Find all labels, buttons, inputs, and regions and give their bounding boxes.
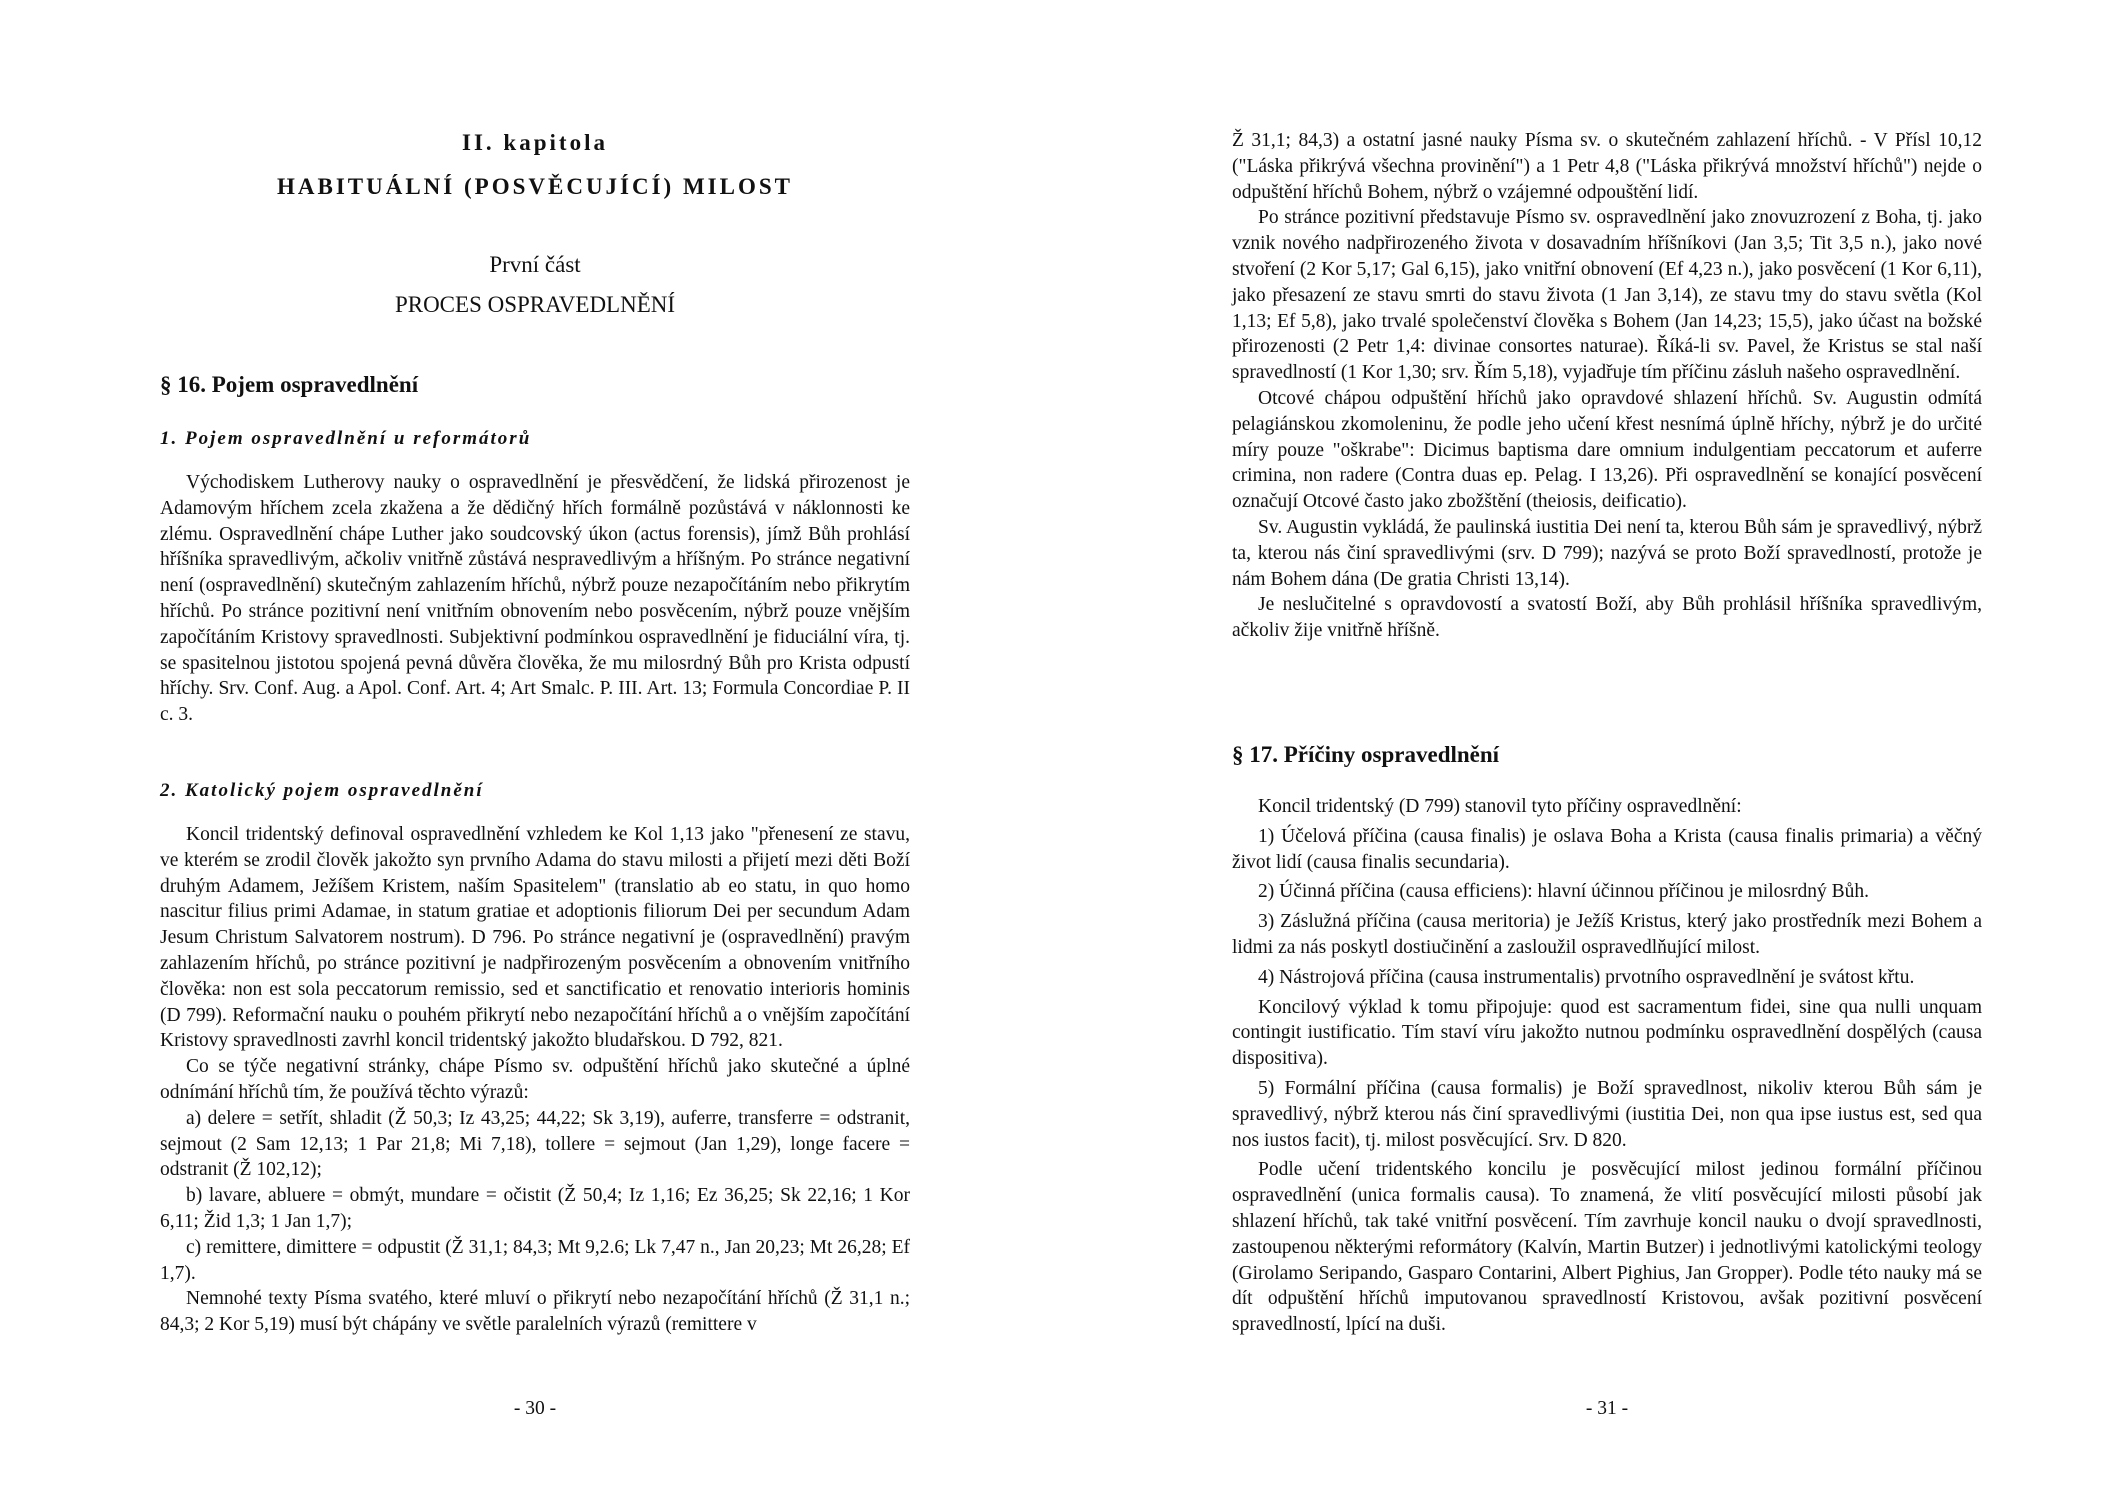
paragraph: Otcové chápou odpuštění hříchů jako opravdové shlazení hříchů. Sv. Augustin odmítá pelagiánskou zkomoleninu, že podle jeho učení křest nesnímá úplně hříchy, nýbrž je do určité míry pouze "oškrabe": Dicimus baptisma dare omnium indulgentiam peccatorum et auferre crimina, non radere (Contra duas ep. Pelag. I 13,26). Při ospravedlnění se konající posvěcení označují Otcové často jako zbožštění (theiosis, deificatio). (1232, 387, 1982, 513)
paragraph: Ž 31,1; 84,3) a ostatní jasné nauky Písma sv. o skutečném zahlazení hříchů. - V Přísl 10,12 ("Láska přikrývá všechna provinění") a 1 Petr 4,8 ("Láska přikrývá množství hříchů") nejde o odpuštění hříchů Bohem, nýbrž o vzájemné odpouštění lidí. (1232, 130, 1982, 203)
paragraph: Koncil tridentský (D 799) stanovil tyto příčiny ospravedlnění: (1258, 796, 1742, 817)
section-17-heading: § 17. Příčiny ospravedlnění (1232, 742, 1500, 767)
list-item-2: 2) Účinná příčina (causa efficiens): hlavní účinnou příčinou je milosrdný Bůh. (1258, 881, 1870, 903)
list-item-3: 3) Záslužná příčina (causa meritoria) je Ježíš Kristus, který jako prostředník mezi Bohem a lidmi za nás poskytl dostiučinění a zasloužil ospravedlňující milost. (1232, 911, 1982, 958)
paragraph: Podle učení tridentského koncilu je posvěcující milost jedinou formální příčinou ospravedlnění (unica formalis causa). To znamená, že vlití posvěcující milosti působí jak shlazení hříchů, tak také vnitřní posvěcení. Tím zavrhuje koncil nauku o dvojí spravedlnosti, zastoupenou některými reformátory (Kalvín, Martin Butzer) i jednotlivými katolickými teology (Girolamo Seripando, Gasparo Contarini, Albert Pighius, Jan Gropper). Podle této nauky má se dít odpuštění hříchů imputovanou spravedlností Kristovou, avšak pozitivní posvěcení spravedlností, lpící na duši. (1232, 1159, 1982, 1336)
subsection-1-body (160, 470, 910, 728)
paragraph: Sv. Augustin vykládá, že paulinská iustitia Dei není ta, kterou Bůh sám je spravedlivý, nýbrž ta, kterou nás činí spravedlivými (srv. D 799); nazývá se proto Boží spravedlností, protože je nám Bohem dána (De gratia Christi 13,14). (1232, 516, 1982, 590)
page-number-right: - 31 - (1585, 1398, 1629, 1419)
paragraph: Koncil tridentský definoval ospravedlnění vzhledem ke Kol 1,13 jako "přenesení ze stavu, ve kterém se zrodil člověk jakožto syn prvního Adama do stavu milosti a přijetí mezi děti Boží druhým Adamem, Ježíšem Kristem, naším Spasitelem" (translatio ab eo statu, in quo homo nascitur filius primi Adamae, in statum gratiae et adoptionis filiorum Dei per secundum Adam Jesum Christum Salvatorem nostrum). D 796. Po stránce negativní je (ospravedlnění) pravým zahlazením hříchů, po stránce pozitivní je nadpřirozeným posvěcením a obnovením vnitřního člověka: non est sola peccatorum remissio, sed et sanctificatio et renovatio interioris hominis (D 799). Reformační nauku o pouhém přikrytí nebo nezapočítání hříchů a o vnějším započítání Kristovy spravedlnosti zavrhl koncil tridentský jakožto bludařskou. D 792, 821. (160, 824, 910, 1052)
chapter-label: II. kapitola (462, 130, 608, 155)
subsection-2-body (160, 822, 910, 1338)
continued-text (1232, 128, 1982, 644)
subsection-1-heading: 1. Pojem ospravedlnění u reformátorů (160, 428, 532, 449)
list-item-a: a) delere = setřít, shladit (Ž 50,3; Iz 43,25; 44,22; Sk 3,19), auferre, transferre = odstranit, sejmout (2 Sam 12,13; 1 Par 21,8; Mi 7,18), tollere = sejmout (Jan 1,29), longe facere = odstranit (Ž 102,12); (160, 1107, 910, 1181)
chapter-title: HABITUÁLNÍ (POSVĚCUJÍCÍ) MILOST (276, 174, 793, 199)
paragraph: Koncilový výklad k tomu připojuje: quod est sacramentum fidei, sine qua nulli unquam contingit iustificatio. Tím staví víru jakožto nutnou podmínku ospravedlnění dospělých (causa dispositiva). (1232, 996, 1982, 1070)
part-title: PROCES OSPRAVEDLNĚNÍ (394, 292, 676, 317)
list-item-b: b) lavare, abluere = obmýt, mundare = očistit (Ž 50,4; Iz 1,16; Ez 36,25; Sk 22,16; 1 Kor 6,11; Žid 1,3; 1 Jan 1,7); (160, 1185, 910, 1232)
subsection-2-heading: 2. Katolický pojem ospravedlnění (160, 780, 484, 801)
list-item-1: 1) Účelová příčina (causa finalis) je oslava Boha a Krista (causa finalis primaria) a věčný život lidí (causa finalis secundaria). (1232, 825, 1982, 873)
list-item-c: c) remittere, dimittere = odpustit (Ž 31,1; 84,3; Mt 9,2.6; Lk 7,47 n., Jan 20,23; Mt 26,28; Ef 1,7). (160, 1236, 910, 1284)
paragraph: Nemnohé texty Písma svatého, které mluví o přikrytí nebo nezapočítání hříchů (Ž 31,1 n.; 84,3; 2 Kor 5,19) musí být chápány ve světle paralelních výrazů (remittere v (160, 1288, 910, 1336)
part-label: První část (489, 252, 581, 277)
paragraph: Je neslučitelné s opravdovostí a svatostí Boží, aby Bůh prohlásil hříšníka spravedlivým, ačkoliv žije vnitřně hříšně. (1232, 594, 1982, 642)
list-item-4: 4) Nástrojová příčina (causa instrumentalis) prvotního ospravedlnění je svátost křtu. (1258, 966, 1915, 988)
section-17-body (1232, 794, 1982, 1338)
page-number-left: - 30 - (513, 1398, 557, 1419)
section-16-heading: § 16. Pojem ospravedlnění (160, 372, 419, 397)
paragraph: Východiskem Lutherovy nauky o ospravedlnění je přesvědčení, že lidská přirozenost je Adamovým hříchem zcela zkažena a že dědičný hřích formálně pozůstává v náklonnosti ke zlému. Ospravedlnění chápe Luther jako soudcovský úkon (actus forensis), jímž Bůh prohlásí hříšníka spravedlivým, ačkoliv vnitřně zůstává nespravedlivým a hříšným. Po stránce negativní není (ospravedlnění) skutečným zahlazením hříchů, nýbrž pouze nezapočítáním nebo přikrytím hříchů. Po stránce pozitivní není vnitřním obnovením nebo posvěcením, nýbrž pouze vnějším započítáním Kristovy spravedlnosti. Subjektivní podmínkou ospravedlnění je fiduciální víra, tj. se spasitelnou jistotou spojená pevná důvěra člověka, že mu milosrdný Bůh pro Krista odpustí hříchy. Srv. Conf. Aug. a Apol. Conf. Art. 4; Art Smalc. P. III. Art. 13; Formula Concordiae P. II c. 3. (160, 472, 910, 726)
paragraph: Co se týče negativní stránky, chápe Písmo sv. odpuštění hříchů jako skutečné a úplné odnímání hříchů tím, že používá těchto výrazů: (160, 1056, 910, 1103)
list-item-5: 5) Formální příčina (causa formalis) je Boží spravedlnost, nikoliv kterou Bůh sám je spravedlivý, nýbrž kterou nás činí spravedlivými (iustitia Dei, non qua ipse iustus est, sed qua nos iustos facit), tj. milost posvěcující. Srv. D 820. (1232, 1077, 1982, 1151)
paragraph: Po stránce pozitivní představuje Písmo sv. ospravedlnění jako znovuzrození z Boha, tj. jako vznik nového nadpřirozeného života v dosavadním hříšníkovi (Jan 3,5; Tit 3,5 n.), jako nové stvoření (2 Kor 5,17; Gal 6,15), jako vnitřní obnovení (Ef 4,23 n.), jako posvěcení (1 Kor 6,11), jako přesazení ze stavu smrti do stavu života (1 Jan 3,14), ze stavu tmy do stavu světla (Kol 1,13; Ef 5,8), jako trvalé společenství člověka s Bohem (Jan 14,23; 15,5), jako účast na božské přirozenosti (2 Petr 1,4: divinae consortes naturae). Říká-li sv. Pavel, že Kristus se stal naší spravedlností (1 Kor 1,30; srv. Řím 5,18), vyjadřuje tím příčinu zásluh našeho ospravedlnění. (1232, 207, 1982, 384)
